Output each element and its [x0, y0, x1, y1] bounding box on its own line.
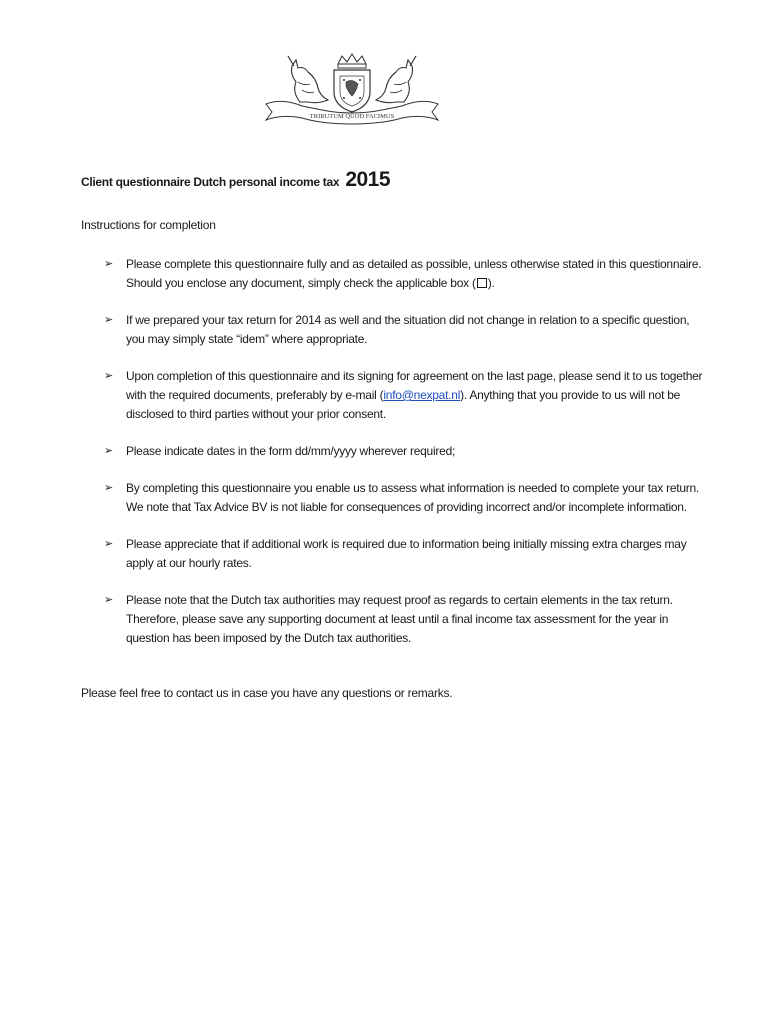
- arrow-bullet-icon: ➢: [104, 445, 113, 457]
- closing-remark: Please feel free to contact us in case you have any questions or remarks.: [81, 686, 453, 700]
- title-text: Client questionnaire Dutch personal income tax: [81, 175, 340, 189]
- instructions-list: [104, 255, 704, 666]
- email-link[interactable]: info@nexpat.nl: [383, 388, 461, 402]
- instruction-text: By completing this questionnaire you enable us to assess what information is needed to complete your tax return. We note that Tax Advice BV is not liable for consequences of providing incorrect and/or incomplete information.: [126, 481, 700, 514]
- page-title: [81, 168, 390, 192]
- arrow-bullet-icon: ➢: [104, 258, 113, 270]
- title-year: 2015: [345, 168, 391, 191]
- logo-motto: TRIBUTUM QUOD FACIMUS: [309, 113, 395, 120]
- instruction-text: ).: [487, 276, 495, 290]
- instruction-item: [104, 311, 704, 349]
- instruction-item: [104, 255, 704, 293]
- instruction-text: Please appreciate that if additional work is required due to information being initially missing extra charges may apply at our hourly rates.: [126, 537, 687, 570]
- instruction-text: ). Anything that you provide to us will not be disclosed to third parties without your prior consent.: [126, 388, 681, 421]
- instruction-item: [104, 367, 704, 424]
- arrow-bullet-icon: ➢: [104, 314, 113, 326]
- instruction-item: [104, 535, 704, 573]
- arrow-bullet-icon: ➢: [104, 370, 113, 382]
- instruction-text: Please indicate dates in the form dd/mm/yyyy wherever required;: [126, 444, 456, 458]
- arrow-bullet-icon: ➢: [104, 538, 113, 550]
- arrow-bullet-icon: ➢: [104, 594, 113, 606]
- arrow-bullet-icon: ➢: [104, 482, 113, 494]
- instruction-item: [104, 442, 704, 461]
- instruction-text: If we prepared your tax return for 2014 as well and the situation did not change in relation to a specific question, you may simply state “idem” where appropriate.: [126, 313, 690, 346]
- instruction-text: Please complete this questionnaire fully and as detailed as possible, unless otherwise stated in this questionnaire. Should you enclose any document, simply check the applicable box (: [126, 257, 702, 290]
- instruction-item: [104, 479, 704, 517]
- instructions-heading: Instructions for completion: [81, 218, 216, 232]
- instruction-text: Upon completion of this questionnaire and its signing for agreement on the last page, please send it to us together with the required documents, preferably by e-mail (: [126, 369, 703, 402]
- instruction-text: Please note that the Dutch tax authorities may request proof as regards to certain elements in the tax return. Therefore, please save any supporting document at least until a final income tax assessment for the year in question has been imposed by the Dutch tax authorities.: [126, 593, 673, 645]
- instruction-item: [104, 591, 704, 648]
- checkbox-icon: [477, 278, 487, 288]
- coat-of-arms-logo: [262, 52, 442, 130]
